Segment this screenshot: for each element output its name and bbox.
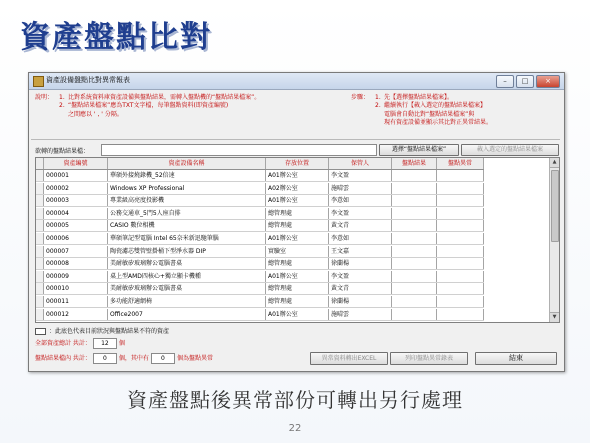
divider <box>31 139 560 140</box>
cell-result[interactable] <box>392 220 437 231</box>
row-selector[interactable] <box>36 183 44 194</box>
step-line: 繼續執行【載入選定的盤點結果檔案】 <box>384 102 487 110</box>
cell-location[interactable]: A01辦公室 <box>266 271 329 282</box>
cell-asset-id[interactable]: 000005 <box>44 220 108 231</box>
row-selector[interactable] <box>36 233 44 244</box>
note-line: 之間應以 ' , ' 分隔。 <box>68 110 123 118</box>
cell-asset-name[interactable]: 美耐敏矽玻璃辦公電腦書桌 <box>108 258 266 269</box>
cell-asset-name[interactable]: 多功能舒適網椅 <box>108 296 266 307</box>
cell-result[interactable] <box>392 195 437 206</box>
table-row[interactable] <box>36 220 484 232</box>
header-asset-id[interactable]: 資產編號 <box>44 158 108 169</box>
cell-abnormal[interactable] <box>437 296 484 307</box>
cell-custodian[interactable]: 黃文青 <box>329 220 392 231</box>
app-icon <box>33 76 44 87</box>
abnormal-unit: 個為盤點異常 <box>176 355 213 362</box>
print-report-button[interactable]: 列印盤點異常錄表 <box>390 352 468 365</box>
cell-asset-name[interactable]: 華碩外接燒錄機_52倍速 <box>108 170 266 181</box>
row-selector[interactable] <box>36 283 44 294</box>
table-row[interactable] <box>36 233 484 245</box>
cell-abnormal[interactable] <box>437 220 484 231</box>
window-controls <box>496 75 560 88</box>
step-number <box>375 119 384 127</box>
abnormal-count-field: 0 <box>151 353 175 364</box>
row-selector[interactable] <box>36 246 44 257</box>
step-line: 先【選擇盤點結果檔案】。 <box>384 94 454 101</box>
cell-abnormal[interactable] <box>437 246 484 257</box>
row-selector[interactable] <box>36 220 44 231</box>
note-number: 1. <box>59 94 65 101</box>
table-row[interactable] <box>36 246 484 258</box>
cell-location[interactable]: 實驗室 <box>266 246 329 257</box>
table-row[interactable] <box>36 271 484 283</box>
report-window <box>28 72 565 372</box>
cell-location[interactable]: A01辦公室 <box>266 170 329 181</box>
window-titlebar[interactable] <box>29 73 564 90</box>
cell-abnormal[interactable] <box>437 195 484 206</box>
header-asset-name[interactable]: 資產設備名稱 <box>108 158 266 169</box>
table-header <box>36 158 484 170</box>
total-assets-stat <box>35 338 125 349</box>
cell-abnormal[interactable] <box>437 258 484 269</box>
cell-asset-name[interactable]: CASIO 數位相機 <box>108 220 266 231</box>
cell-asset-name[interactable]: Windows XP Professional <box>108 183 266 194</box>
row-selector[interactable] <box>36 170 44 181</box>
steps-label: 步驟： <box>351 94 370 101</box>
cell-custodian[interactable]: 李文盈 <box>329 208 392 219</box>
cell-result[interactable] <box>392 183 437 194</box>
header-result[interactable]: 盤點結果 <box>392 158 437 169</box>
cell-abnormal[interactable] <box>437 208 484 219</box>
cell-custodian[interactable]: 李文盈 <box>329 271 392 282</box>
cell-abnormal[interactable] <box>437 233 484 244</box>
cell-result[interactable] <box>392 296 437 307</box>
row-selector[interactable] <box>36 258 44 269</box>
row-selector[interactable] <box>36 195 44 206</box>
cell-location[interactable]: 總管理處 <box>266 220 329 231</box>
cell-asset-id[interactable]: 000011 <box>44 296 108 307</box>
file-label: 欲轉的盤點結果檔： <box>35 148 90 155</box>
minimize-button[interactable]: – <box>496 75 514 88</box>
note-number: 2. <box>59 102 65 110</box>
scroll-down-icon[interactable]: ▼ <box>550 312 559 322</box>
cell-result[interactable] <box>392 309 437 320</box>
scroll-up-icon[interactable]: ▲ <box>550 158 559 168</box>
cell-location[interactable]: A02辦公室 <box>266 183 329 194</box>
total-unit: 個 <box>118 340 125 347</box>
file-select-row <box>35 144 558 156</box>
row-selector[interactable] <box>36 309 44 320</box>
table-row[interactable] <box>36 208 484 220</box>
cell-abnormal[interactable] <box>437 183 484 194</box>
step-line: 電腦會自動比對“盤點結果檔案”與 <box>384 110 475 118</box>
close-button[interactable]: × <box>536 75 560 88</box>
cell-result[interactable] <box>392 170 437 181</box>
total-label: 全部資產總計 共計： <box>35 340 91 347</box>
cell-custodian[interactable]: 徐蘭楊 <box>329 296 392 307</box>
cell-location[interactable]: A01辦公室 <box>266 233 329 244</box>
page-number: 22 <box>288 423 302 434</box>
table-row[interactable] <box>36 170 484 182</box>
legend-swatch <box>35 328 46 335</box>
asset-table <box>35 157 560 323</box>
cell-asset-name[interactable]: 桌上型AMD四核心+獨立顯卡機種 <box>108 271 266 282</box>
step-number: 1. <box>375 94 381 101</box>
step-number <box>375 111 384 119</box>
cell-custodian[interactable]: 王文嘉 <box>329 246 392 257</box>
cell-asset-id[interactable]: 000003 <box>44 195 108 206</box>
cell-location[interactable]: 總管理處 <box>266 258 329 269</box>
steps-notes <box>351 94 492 128</box>
cell-result[interactable] <box>392 233 437 244</box>
notes-label: 說明： <box>35 94 54 101</box>
cell-result[interactable] <box>392 271 437 282</box>
cell-result[interactable] <box>392 246 437 257</box>
result-mid: 個，其中有 <box>118 355 149 362</box>
export-excel-button[interactable]: 異常資料轉出EXCEL <box>310 352 388 365</box>
scroll-thumb[interactable] <box>551 170 559 242</box>
table-row[interactable] <box>36 283 484 295</box>
cell-location[interactable]: 總管理處 <box>266 208 329 219</box>
table-row[interactable] <box>36 309 484 321</box>
table-row[interactable] <box>36 195 484 207</box>
finish-button[interactable]: 結束 <box>475 352 557 365</box>
header-selector <box>36 158 44 169</box>
cell-asset-name[interactable]: 陶瓷濾芯雙管壁掛桶下型淨水器 DIP <box>108 246 266 257</box>
cell-abnormal[interactable] <box>437 170 484 181</box>
step-line: 現有資產設備並顯示其比對正異常結果。 <box>384 119 493 127</box>
cell-asset-id[interactable]: 000006 <box>44 233 108 244</box>
cell-location[interactable]: A01辦公室 <box>266 195 329 206</box>
load-file-button[interactable]: 載入選定的盤點結果檔案 <box>461 144 559 156</box>
legend <box>35 326 169 335</box>
result-count-field: 0 <box>93 353 117 364</box>
cell-abnormal[interactable] <box>437 309 484 320</box>
cell-asset-id[interactable]: 000004 <box>44 208 108 219</box>
cell-custodian[interactable]: 李文盈 <box>329 170 392 181</box>
cell-location[interactable]: 總管理處 <box>266 296 329 307</box>
row-selector[interactable] <box>36 296 44 307</box>
cell-asset-id[interactable]: 000002 <box>44 183 108 194</box>
maximize-button[interactable]: □ <box>516 75 534 88</box>
cell-asset-id[interactable]: 000008 <box>44 258 108 269</box>
file-path-input[interactable] <box>101 144 377 156</box>
cell-result[interactable] <box>392 283 437 294</box>
cell-asset-name[interactable]: 公務交通車_5門5人座自排 <box>108 208 266 219</box>
cell-custodian[interactable]: 施晴雲 <box>329 183 392 194</box>
step-number: 2. <box>375 102 381 110</box>
select-file-button[interactable]: 選擇“盤點結果檔案” <box>379 144 459 156</box>
cell-asset-id[interactable]: 000012 <box>44 309 108 320</box>
cell-abnormal[interactable] <box>437 271 484 282</box>
total-count-field: 12 <box>93 338 117 349</box>
result-label: 盤點結果檔內 共計： <box>35 355 91 362</box>
result-file-stat <box>35 353 213 364</box>
cell-custodian[interactable]: 徐蘭楊 <box>329 258 392 269</box>
cell-custodian[interactable]: 施晴雲 <box>329 309 392 320</box>
cell-asset-name[interactable]: 美耐敏矽玻璃辦公電腦書桌 <box>108 283 266 294</box>
note-line: “盤點結果檔案”應為TXT文字檔，每筆盤點資料(即資產編號) <box>68 102 229 110</box>
note-line: 比對系統資料庫資產設備與盤點結果，需轉入盤點機的“盤點結果檔案”。 <box>68 94 261 101</box>
slide-caption: 資產盤點後異常部份可轉出另行處理 <box>127 388 463 412</box>
cell-result[interactable] <box>392 208 437 219</box>
cell-asset-name[interactable]: Office2007 <box>108 309 266 320</box>
slide-title: 資產盤點比對 <box>20 20 212 55</box>
cell-custodian[interactable]: 黃文青 <box>329 283 392 294</box>
legend-text: ：此底色代表目前狀況與盤點結果不符的資產 <box>49 328 170 335</box>
cell-asset-id[interactable]: 000010 <box>44 283 108 294</box>
cell-asset-id[interactable]: 000009 <box>44 271 108 282</box>
cell-custodian[interactable]: 李意如 <box>329 195 392 206</box>
header-location[interactable]: 存放位置 <box>266 158 329 169</box>
window-title: 資產設備盤點比對異常報表 <box>46 76 130 84</box>
table-row[interactable] <box>36 183 484 195</box>
cell-asset-id[interactable]: 000001 <box>44 170 108 181</box>
table-row[interactable] <box>36 258 484 270</box>
table-scrollbar[interactable] <box>549 158 559 322</box>
cell-abnormal[interactable] <box>437 283 484 294</box>
cell-asset-name[interactable]: 華碩筆記型電腦 Intel 65奈米新迅馳筆腦 <box>108 233 266 244</box>
cell-asset-name[interactable]: 專業級高亮度投影機 <box>108 195 266 206</box>
cell-custodian[interactable]: 李意如 <box>329 233 392 244</box>
row-selector[interactable] <box>36 271 44 282</box>
header-custodian[interactable]: 保管人 <box>329 158 392 169</box>
note-number <box>59 111 68 119</box>
table-row[interactable] <box>36 296 484 308</box>
cell-result[interactable] <box>392 258 437 269</box>
row-selector[interactable] <box>36 208 44 219</box>
header-abnormal[interactable]: 盤點異常 <box>437 158 484 169</box>
cell-location[interactable]: 總管理處 <box>266 283 329 294</box>
cell-location[interactable]: A01辦公室 <box>266 309 329 320</box>
cell-asset-id[interactable]: 000007 <box>44 246 108 257</box>
instructions-notes <box>35 94 260 119</box>
